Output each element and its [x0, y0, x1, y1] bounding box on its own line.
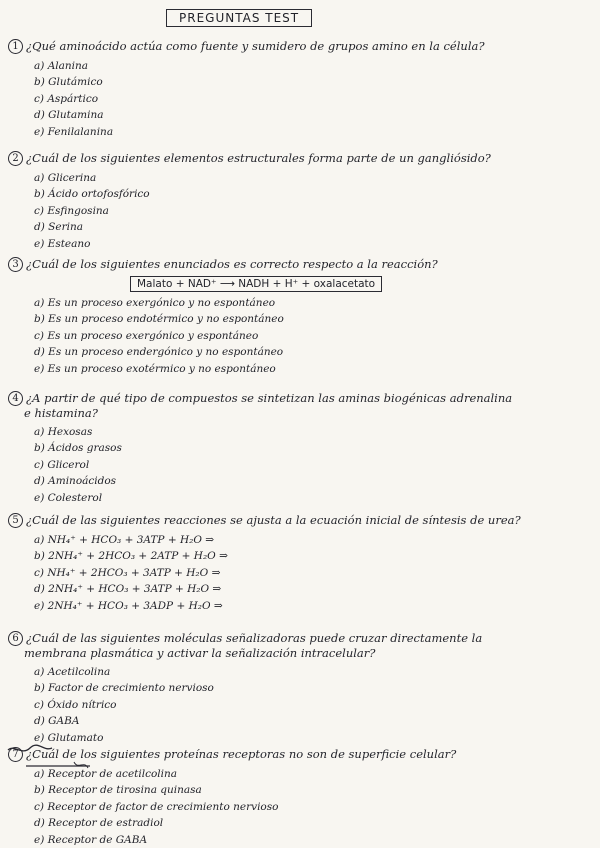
option-a[interactable]: a) Receptor de acetilcolina — [34, 767, 178, 780]
question-text: ¿Cuál de los siguientes proteínas receptoras no son de superficie celular? — [26, 747, 457, 761]
option-a[interactable]: a) Glicerina — [34, 171, 97, 184]
option-c[interactable]: c) Glicerol — [34, 458, 90, 471]
option-list — [34, 424, 594, 507]
option-e[interactable]: e) Es un proceso exotérmico y no espontáneo — [34, 362, 276, 375]
reaction-box: Malato + NAD⁺ ⟶ NADH + H⁺ + oxalacetato — [130, 276, 382, 292]
option-list — [34, 58, 594, 141]
option-c[interactable]: c) Óxido nítrico — [34, 698, 117, 711]
option-d[interactable]: d) Receptor de estradiol — [34, 817, 164, 829]
question-number: 1 — [8, 39, 23, 54]
question-number: 6 — [8, 631, 23, 646]
question-text: ¿Qué aminoácido actúa como fuente y sumidero de grupos amino en la célula? — [26, 39, 485, 53]
option-a[interactable]: a) Alanina — [34, 59, 89, 72]
question-number: 3 — [8, 257, 23, 272]
question-text-continued: membrana plasmática y activar la señalización intracelular? — [24, 645, 376, 660]
question-text-continued: e histamina? — [24, 405, 98, 420]
question-1 — [8, 38, 594, 140]
option-b[interactable]: b) Ácidos grasos — [34, 442, 122, 454]
option-c[interactable]: c) Aspártico — [34, 92, 99, 105]
question-text: ¿Cuál de las siguientes reacciones se ajusta a la ecuación inicial de síntesis de urea? — [26, 513, 521, 527]
option-e[interactable]: e) Esteano — [34, 237, 91, 250]
question-2 — [8, 150, 594, 252]
option-d[interactable]: d) 2NH₄⁺ + HCO₃ + 3ATP + H₂O ⇒ — [34, 583, 222, 595]
option-b[interactable]: b) 2NH₄⁺ + 2HCO₃ + 2ATP + H₂O ⇒ — [34, 550, 228, 562]
option-b[interactable]: b) Glutámico — [34, 76, 103, 88]
option-d[interactable]: d) Aminoácidos — [34, 475, 117, 487]
option-e[interactable]: e) Fenilalanina — [34, 125, 114, 138]
question-number: 4 — [8, 391, 23, 406]
question-7 — [8, 746, 594, 848]
option-a[interactable]: a) Es un proceso exergónico y no espontáneo — [34, 296, 276, 309]
option-a[interactable]: a) Hexosas — [34, 425, 93, 438]
option-list — [34, 664, 594, 747]
question-text: ¿Cuál de las siguientes moléculas señalizadoras puede cruzar directamente la — [26, 631, 483, 645]
option-d[interactable]: d) GABA — [34, 715, 80, 727]
page-title: PREGUNTAS TEST — [166, 9, 312, 27]
option-b[interactable]: b) Factor de crecimiento nervioso — [34, 682, 214, 694]
option-list — [34, 766, 594, 848]
question-number: 2 — [8, 151, 23, 166]
option-b[interactable]: b) Es un proceso endotérmico y no espontáneo — [34, 313, 284, 325]
option-list — [34, 170, 594, 253]
option-d[interactable]: d) Es un proceso endergónico y no espontáneo — [34, 346, 284, 358]
option-c[interactable]: c) Es un proceso exergónico y espontáneo — [34, 329, 259, 342]
question-text: ¿Cuál de los siguientes enunciados es correcto respecto a la reacción? — [26, 257, 438, 271]
option-e[interactable]: e) Receptor de GABA — [34, 833, 148, 846]
option-d[interactable]: d) Glutamina — [34, 109, 104, 121]
option-list — [34, 532, 594, 615]
option-d[interactable]: d) Serina — [34, 221, 83, 233]
option-e[interactable]: e) 2NH₄⁺ + HCO₃ + 3ADP + H₂O ⇒ — [34, 599, 223, 612]
option-b[interactable]: b) Receptor de tirosina quinasa — [34, 784, 202, 796]
option-e[interactable]: e) Glutamato — [34, 731, 104, 744]
question-5 — [8, 512, 594, 614]
option-e[interactable]: e) Colesterol — [34, 491, 103, 504]
option-c[interactable]: c) Esfingosina — [34, 204, 109, 217]
question-number: 7 — [8, 747, 23, 762]
question-3 — [8, 256, 594, 377]
option-c[interactable]: c) Receptor de factor de crecimiento nervioso — [34, 800, 279, 813]
option-b[interactable]: b) Ácido ortofosfórico — [34, 188, 150, 200]
question-4 — [8, 390, 594, 506]
option-a[interactable]: a) NH₄⁺ + HCO₃ + 3ATP + H₂O ⇒ — [34, 533, 215, 546]
question-text: ¿A partir de qué tipo de compuestos se sintetizan las aminas biogénicas adrenalina — [26, 391, 513, 405]
question-6 — [8, 630, 594, 746]
option-c[interactable]: c) NH₄⁺ + 2HCO₃ + 3ATP + H₂O ⇒ — [34, 566, 221, 579]
option-a[interactable]: a) Acetilcolina — [34, 665, 111, 678]
question-number: 5 — [8, 513, 23, 528]
question-text: ¿Cuál de los siguientes elementos estructurales forma parte de un gangliósido? — [26, 151, 491, 165]
option-list — [34, 295, 594, 378]
